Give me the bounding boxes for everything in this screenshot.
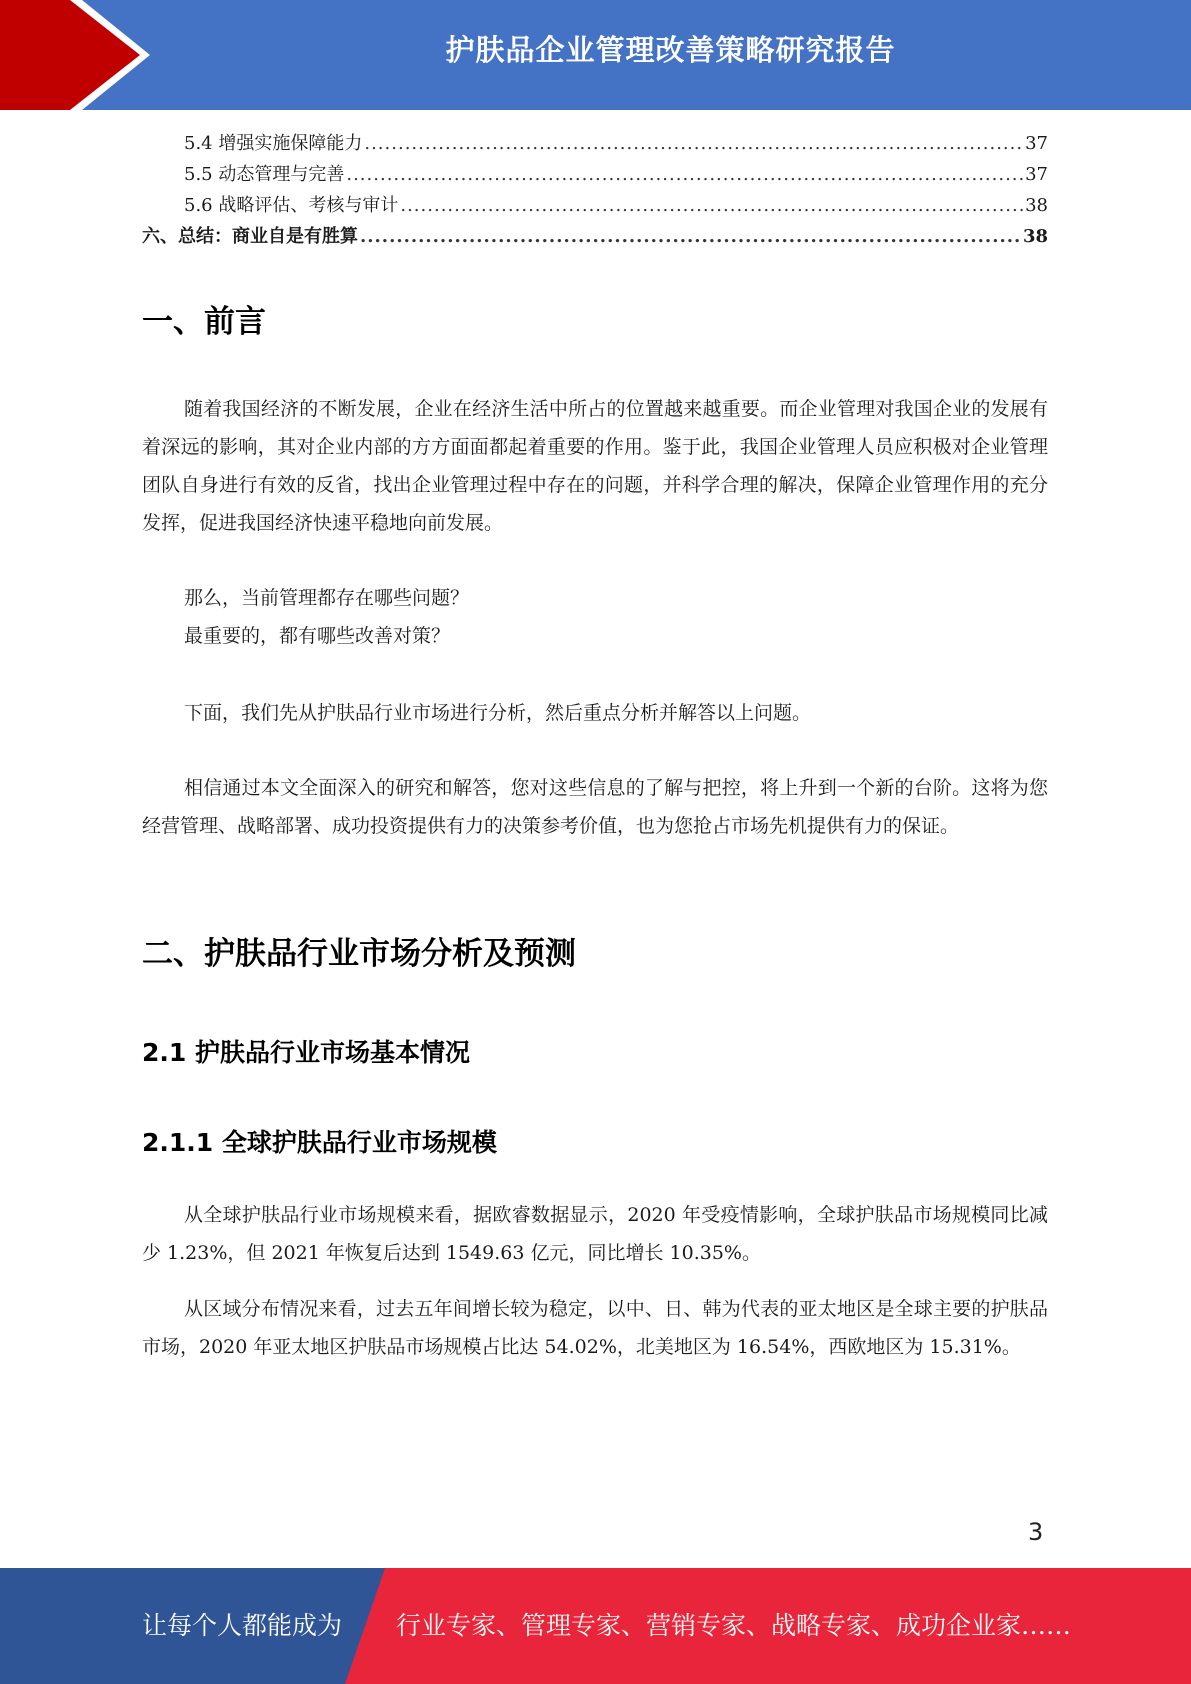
toc-entry-page: 38 [1025, 195, 1048, 216]
toc-entry-label: 六、总结：商业自是有胜算 [142, 226, 358, 247]
toc-entry-page: 38 [1022, 226, 1048, 247]
toc-leader-dots [360, 221, 1021, 252]
preface-question-2: 最重要的，都有哪些改善对策？ [184, 625, 451, 647]
preface-paragraph-1: 随着我国经济的不断发展，企业在经济生活中所占的位置越来越重要。而企业管理对我国企业的发展有着深远的影响，其对企业内部的方方面面都起着重要的作用。鉴于此，我国企业管理人员应积极对企业管理团队自身进行有效的反省，找出企业管理过程中存在的问题，并科学合理的解决，保障企业管理作用的充分发挥，促进我国经济快速平稳地向前发展。 [142, 398, 1048, 534]
market-size-paragraph: 从全球护肤品行业市场规模来看，据欧睿数据显示，2020 年受疫情影响，全球护肤品市场规模同比减少 1.23%，但 2021 年恢复后达到 1549.63 亿元，同比增长 10.35%。 [142, 1204, 1048, 1264]
section-heading-market-analysis: 二、护肤品行业市场分析及预测 [142, 936, 576, 972]
toc-entry-label: 5.5 动态管理与完善 [184, 164, 345, 185]
toc-leader-dots [346, 159, 1023, 190]
toc-entry[interactable] [142, 190, 1048, 221]
toc-entry[interactable] [142, 159, 1048, 190]
page-number: 3 [1028, 1518, 1044, 1546]
page-header [0, 0, 1191, 110]
toc-entry-label: 5.4 增强实施保障能力 [184, 133, 363, 154]
page-footer [0, 1568, 1191, 1684]
regional-distribution-paragraph: 从区域分布情况来看，过去五年间增长较为稳定，以中、日、韩为代表的亚太地区是全球主要的护肤品市场，2020 年亚太地区护肤品市场规模占比达 54.02%，北美地区为 16.54%，西欧地区为 15.31%。 [142, 1298, 1048, 1358]
toc-entry-page: 37 [1025, 164, 1048, 185]
report-title: 护肤品企业管理改善策略研究报告 [445, 33, 896, 67]
preface-paragraph-3: 相信通过本文全面深入的研究和解答，您对这些信息的了解与把控，将上升到一个新的台阶。这将为您经营管理、战略部署、成功投资提供有力的决策参考价值，也为您抢占市场先机提供有力的保证。 [142, 777, 1048, 837]
toc-leader-dots [364, 128, 1023, 159]
subsection-heading-2-1-1: 2.1.1 全球护肤品行业市场规模 [142, 1128, 497, 1157]
table-of-contents [142, 128, 1048, 252]
toc-entry[interactable] [142, 128, 1048, 159]
toc-entry-page: 37 [1025, 133, 1048, 154]
toc-leader-dots [400, 190, 1023, 221]
section-heading-preface: 一、前言 [142, 304, 266, 340]
subsection-heading-2-1: 2.1 护肤品行业市场基本情况 [142, 1038, 470, 1067]
toc-entry[interactable] [142, 221, 1048, 252]
header-chevron-decoration [0, 0, 150, 110]
preface-paragraph-2: 下面，我们先从护肤品行业市场进行分析，然后重点分析并解答以上问题。 [184, 702, 812, 724]
preface-question-1: 那么，当前管理都存在哪些问题？ [184, 587, 470, 609]
footer-slogan-left: 让每个人都能成为 [142, 1611, 343, 1640]
toc-entry-label: 5.6 战略评估、考核与审计 [184, 195, 399, 216]
footer-slogan-right: 行业专家、管理专家、营销专家、战略专家、成功企业家…… [396, 1611, 1072, 1640]
